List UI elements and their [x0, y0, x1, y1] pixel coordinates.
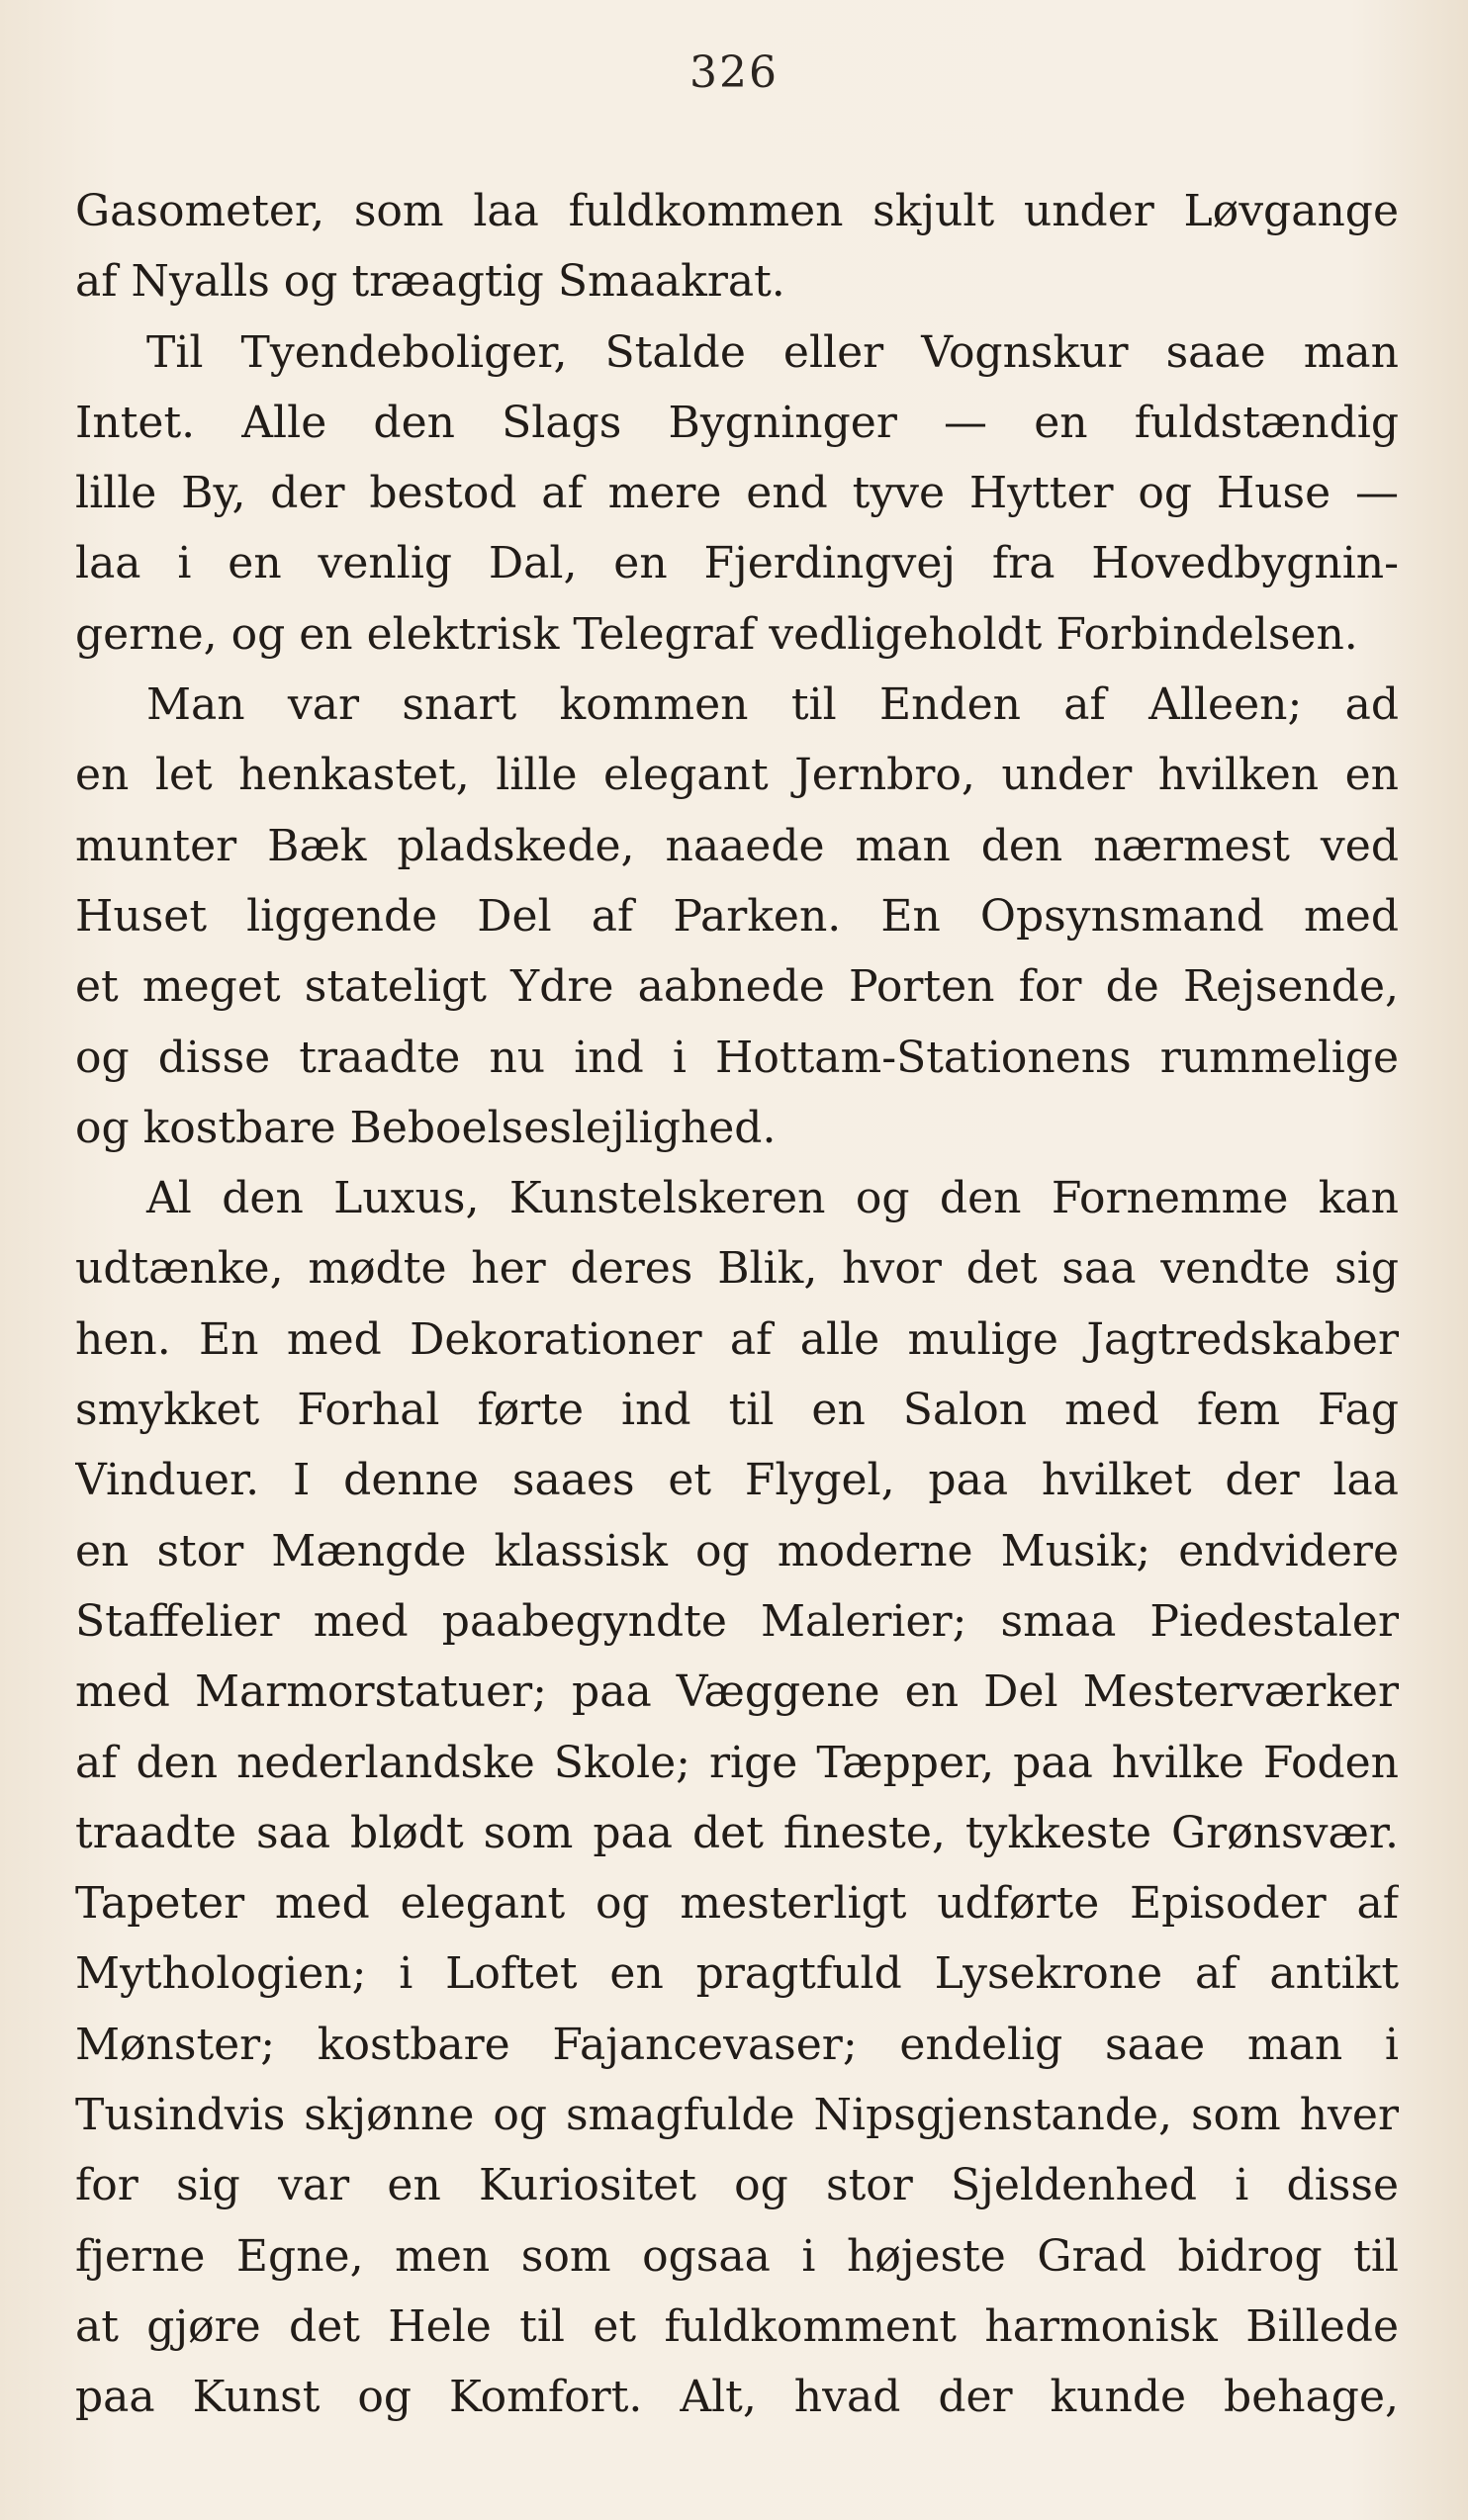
- text-line-content: Staffelier med paabegyndte Malerier; smaa Piedestaler: [75, 1595, 1399, 1647]
- text-line: [75, 1375, 1399, 1445]
- text-line-content: traadte saa blødt som paa det fineste, tykkeste Grønsvær.: [75, 1807, 1399, 1858]
- text-line: [75, 176, 1399, 246]
- text-line: [75, 1305, 1399, 1375]
- text-line-content: Gasometer, som laa fuldkommen skjult under Løvgange: [75, 186, 1399, 236]
- text-line: [75, 951, 1399, 1022]
- text-line-content: Huset liggende Del af Parken. En Opsynsmand med: [75, 890, 1399, 942]
- text-line: [75, 1093, 1399, 1163]
- text-line-content: Tapeter med elegant og mesterligt udførte Episoder af: [75, 1878, 1399, 1930]
- text-line-content: Al den Luxus, Kunstelskeren og den Fornemme kan: [146, 1173, 1399, 1224]
- text-line-content: paa Kunst og Komfort. Alt, hvad der kunde behage,: [75, 2372, 1399, 2423]
- text-line: [75, 811, 1399, 881]
- text-line-content: en stor Mængde klassisk og moderne Musik; endvidere: [75, 1525, 1399, 1576]
- text-line-content: Vinduer. I denne saaes et Flygel, paa hvilket der laa: [75, 1455, 1399, 1506]
- text-line: [75, 881, 1399, 951]
- text-line: [75, 1516, 1399, 1586]
- text-line: [75, 458, 1399, 528]
- text-line-content: af den nederlandske Skole; rige Tæpper, paa hvilke Foden: [75, 1737, 1399, 1788]
- text-line: [75, 2010, 1399, 2080]
- body-text: [75, 176, 1399, 2433]
- text-line-content: og disse traadte nu ind i Hottam-Stationens rummelige: [75, 1032, 1399, 1083]
- text-line-content: med Marmorstatuer; paa Væggene en Del Mesterværker: [75, 1666, 1399, 1718]
- text-line-content: en let henkastet, lille elegant Jernbro, under hvilken en: [75, 750, 1399, 801]
- text-line-content: Til Tyendeboliger, Stalde eller Vognskur saae man: [146, 326, 1399, 378]
- text-line-content: Mønster; kostbare Fajancevaser; endelig saae man i: [75, 2019, 1399, 2070]
- text-line: [75, 1798, 1399, 1868]
- text-line: [75, 1586, 1399, 1657]
- text-line-content: laa i en venlig Dal, en Fjerdingvej fra Hovedbygnin-: [75, 538, 1399, 589]
- text-line: [75, 528, 1399, 598]
- text-line-content: munter Bæk pladskede, naaede man den nærmest ved: [75, 820, 1399, 871]
- text-line: [75, 599, 1399, 670]
- text-line-content: Man var snart kommen til Enden af Alleen; ad: [146, 679, 1399, 731]
- text-line: [75, 1233, 1399, 1304]
- text-line-content: Mythologien; i Loftet en pragtfuld Lysekrone af antikt: [75, 1948, 1399, 2000]
- text-line: [75, 2362, 1399, 2432]
- text-line: [75, 317, 1399, 388]
- text-line: [75, 670, 1399, 740]
- text-line: [75, 2292, 1399, 2362]
- page-number: 326: [689, 47, 779, 98]
- text-line-content: hen. En med Dekorationer af alle mulige Jagtredskaber: [75, 1313, 1399, 1365]
- text-line-content: at gjøre det Hele til et fuldkomment harmonisk Billede: [75, 2300, 1399, 2352]
- text-line: [75, 1938, 1399, 2009]
- text-line-content: smykket Forhal førte ind til en Salon med fem Fag: [75, 1385, 1399, 1436]
- text-line-content: Intet. Alle den Slags Bygninger — en fuldstændig: [75, 397, 1399, 448]
- text-line: [75, 1023, 1399, 1093]
- text-line: [75, 1445, 1399, 1515]
- text-line-content: og kostbare Beboelseslejlighed.: [75, 1102, 777, 1153]
- text-line: [75, 2080, 1399, 2150]
- text-line: [75, 1163, 1399, 1233]
- text-line: [75, 1868, 1399, 1938]
- text-line: [75, 1728, 1399, 1798]
- text-line: [75, 2221, 1399, 2292]
- text-line-content: for sig var en Kuriositet og stor Sjeldenhed i disse: [75, 2160, 1399, 2211]
- text-line: [75, 2150, 1399, 2220]
- text-line-content: et meget stateligt Ydre aabnede Porten for de Rejsende,: [75, 961, 1399, 1013]
- text-line: [75, 388, 1399, 458]
- text-line-content: gerne, og en elektrisk Telegraf vedligeholdt Forbindelsen.: [75, 608, 1358, 660]
- text-line-content: lille By, der bestod af mere end tyve Hytter og Huse —: [75, 468, 1399, 519]
- text-line-content: af Nyalls og træagtig Smaakrat.: [75, 256, 785, 308]
- text-line-content: fjerne Egne, men som ogsaa i højeste Grad bidrog til: [75, 2230, 1399, 2282]
- text-line: [75, 740, 1399, 810]
- text-line: [75, 1657, 1399, 1727]
- text-line-content: udtænke, mødte her deres Blik, hvor det saa vendte sig: [75, 1243, 1399, 1295]
- text-line: [75, 246, 1399, 316]
- text-line-content: Tusindvis skjønne og smagfulde Nipsgjenstande, som hver: [75, 2090, 1399, 2141]
